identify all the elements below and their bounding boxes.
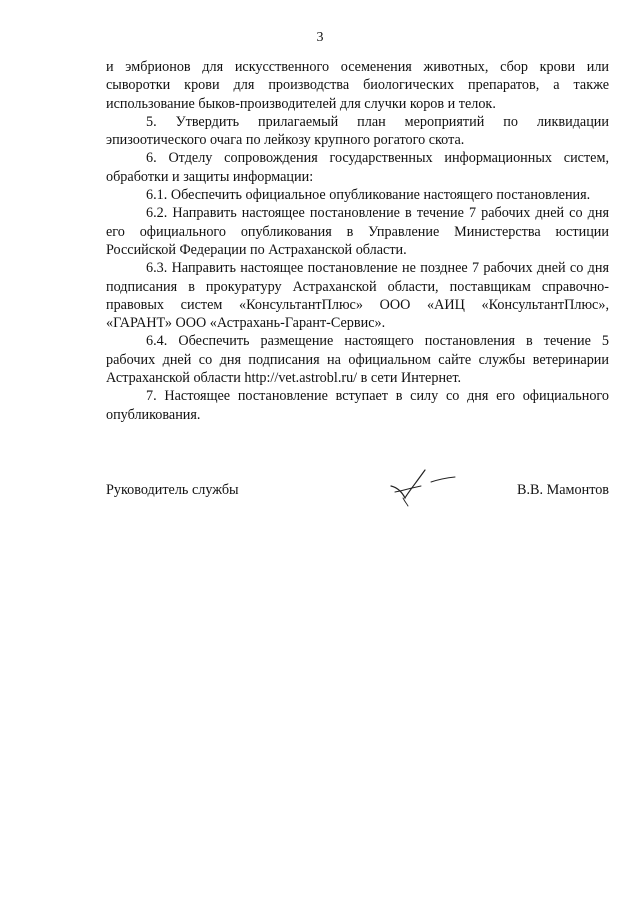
paragraph-item-7: 7. Настоящее постановление вступает в силу со дня его официального опубликования.	[106, 388, 609, 423]
handwritten-signature-icon	[381, 464, 461, 514]
signature-block	[106, 474, 609, 514]
paragraph-continuation: и эмбрионов для искусственного осеменения животных, сбор крови или сыворотки крови для производства биологических препаратов, а также использование быков-производителей для случки коров и телок.	[106, 59, 609, 112]
signatory-title: Руководитель службы	[106, 482, 239, 498]
paragraph-item-6-2: 6.2. Направить настоящее постановление в течение 7 рабочих дней со дня его официального опубликования в Управление Министерства юстиции Российской Федерации по Астраханской области.	[106, 205, 609, 258]
page-number: 3	[316, 30, 324, 45]
paragraph-item-6: 6. Отделу сопровождения государственных информационных систем, обработки и защиты информации:	[106, 150, 609, 185]
signatory-name: В.В. Мамонтов	[517, 482, 609, 498]
document-body	[106, 58, 609, 424]
paragraph-item-6-4: 6.4. Обеспечить размещение настоящего постановления в течение 5 рабочих дней со дня подписания на официальном сайте службы ветеринарии Астраханской области http://vet.astrobl.ru/ в сети Интернет.	[106, 333, 609, 387]
paragraph-item-6-3: 6.3. Направить настоящее постановление не позднее 7 рабочих дней со дня подписания в прокуратуру Астраханской области, поставщикам справочно-правовых систем «КонсультантПлюс» ООО «АИЦ «КонсультантПлюс», «ГАРАНТ» ООО «Астрахань-Гарант-Сервис».	[106, 260, 609, 332]
paragraph-item-5: 5. Утвердить прилагаемый план мероприятий по ликвидации эпизоотического очага по лейкозу крупного рогатого скота.	[106, 113, 609, 149]
paragraph-item-6-1: 6.1. Обеспечить официальное опубликование настоящего постановления.	[146, 187, 591, 204]
